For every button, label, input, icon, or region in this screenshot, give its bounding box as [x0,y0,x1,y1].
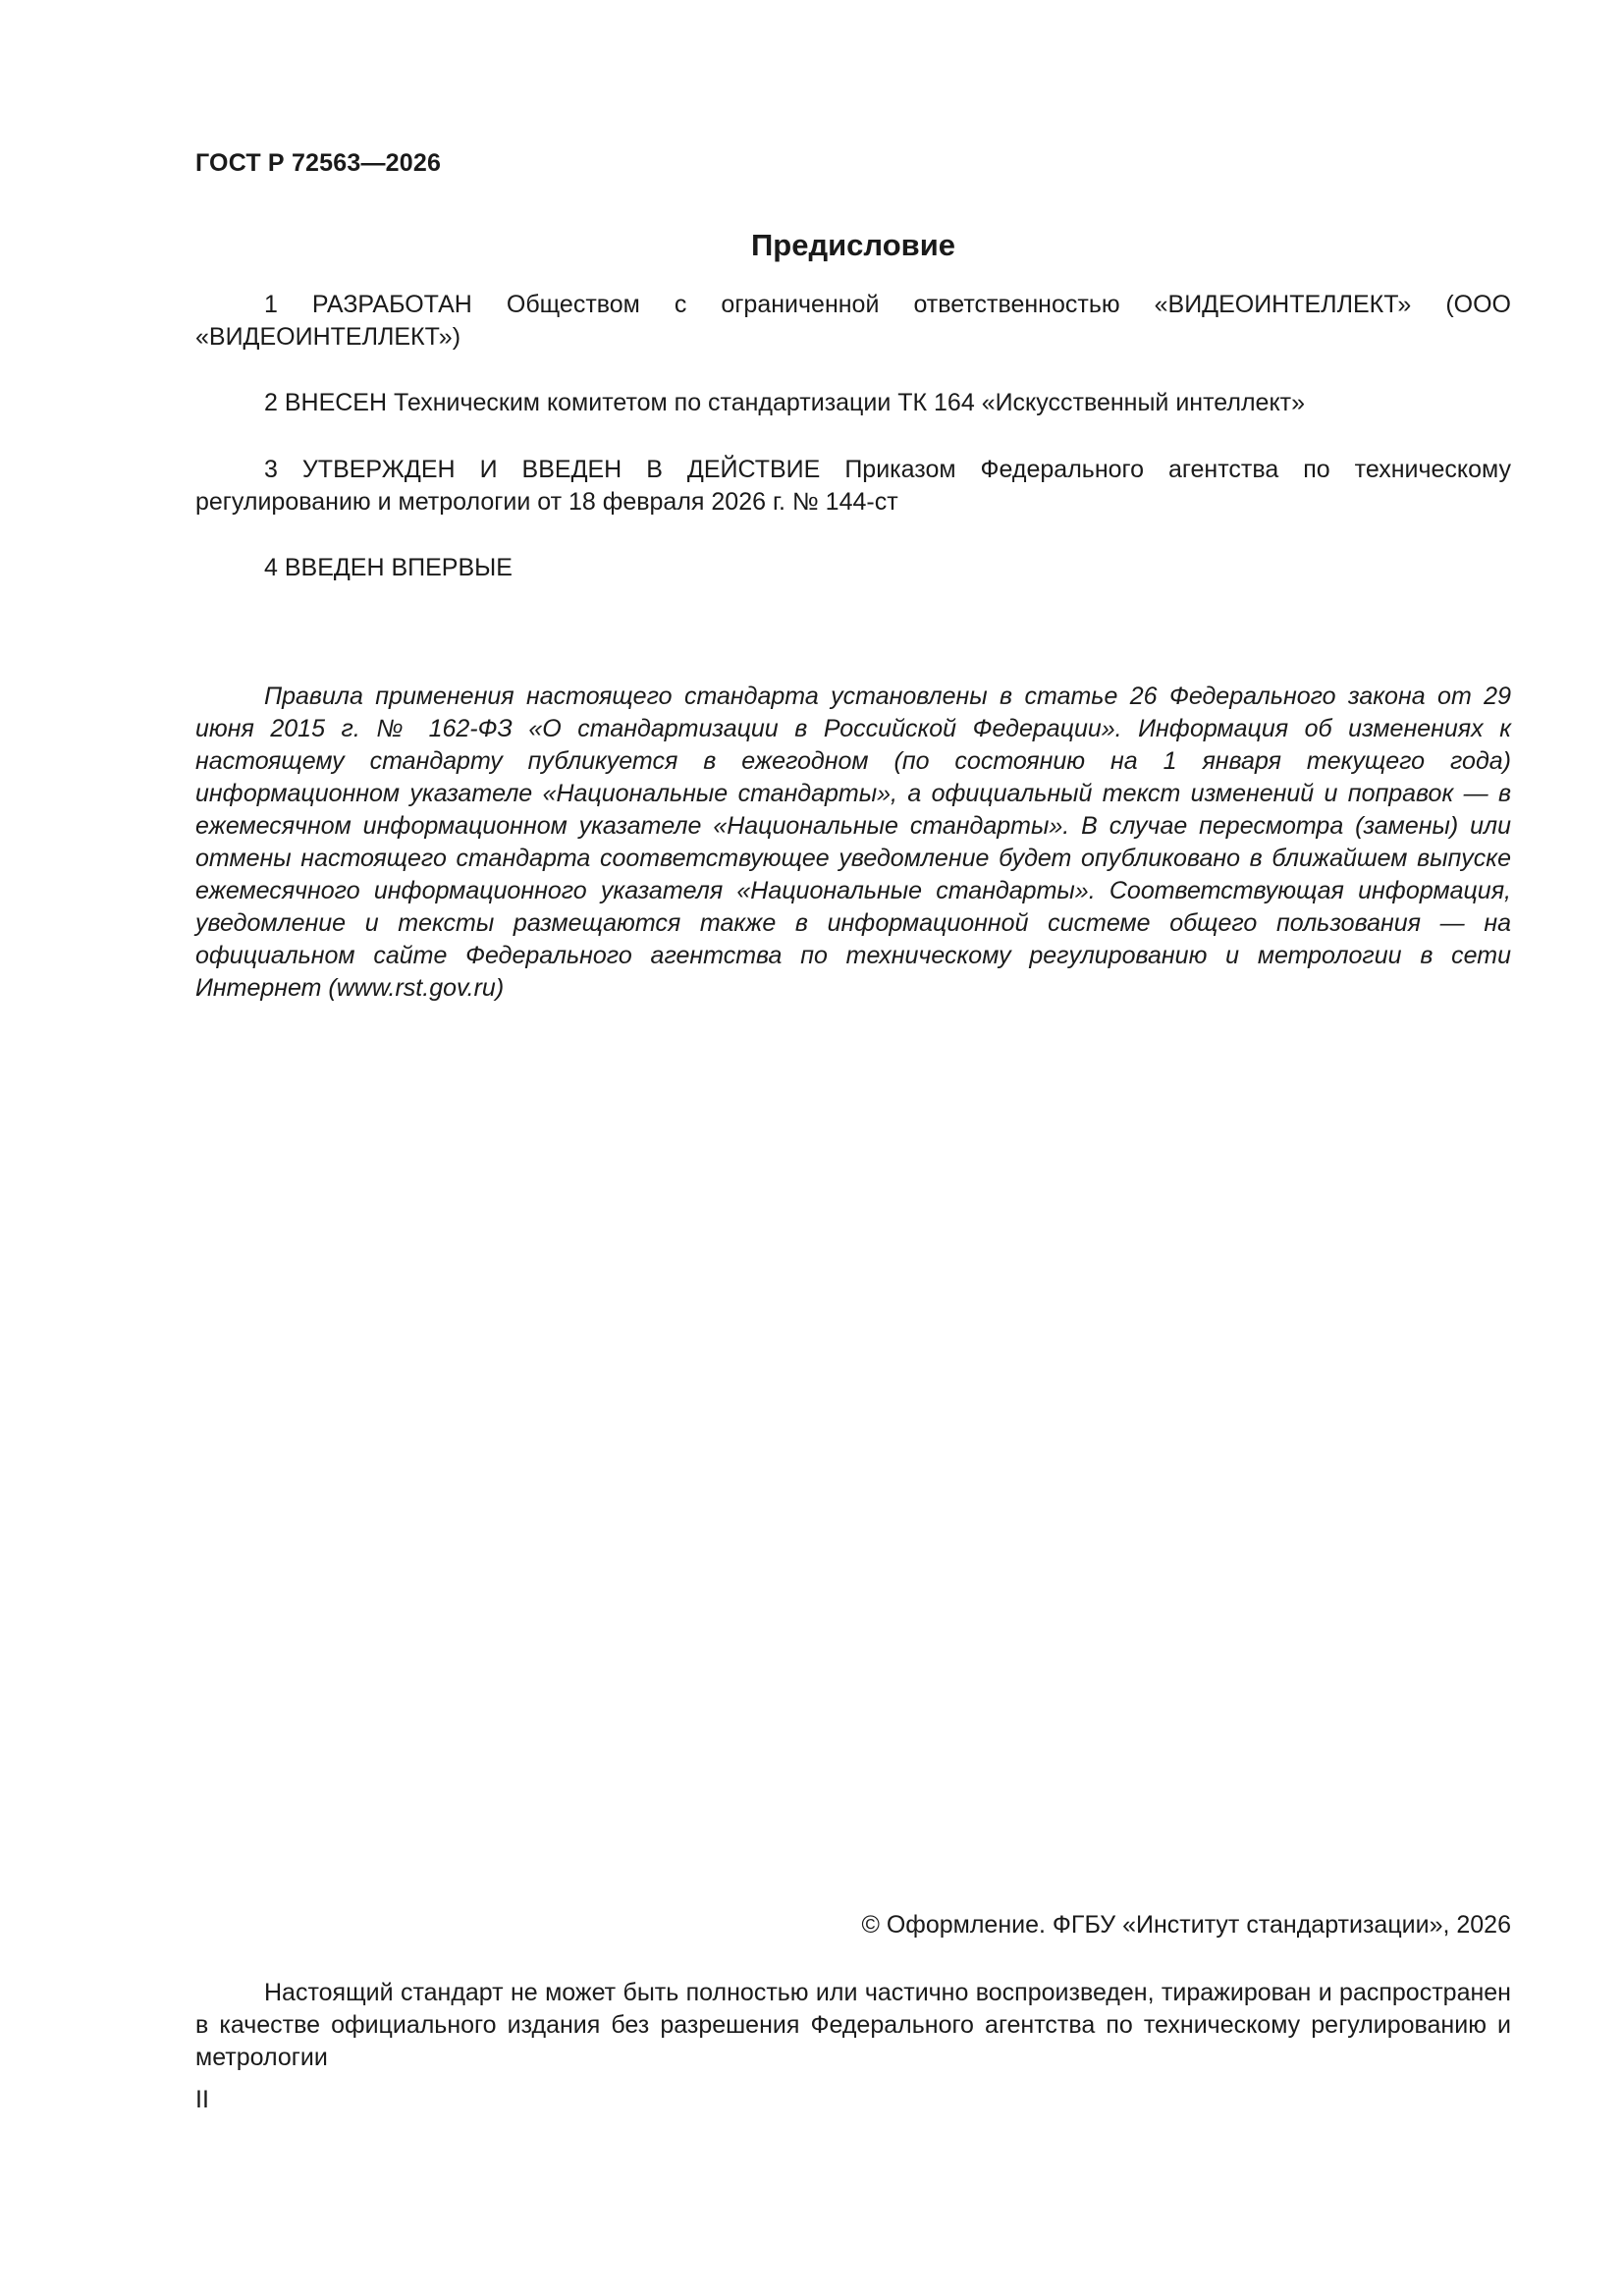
foreword-item-introduced [195,552,1511,584]
foreword-item-approved [195,454,1511,519]
reproduction-notice-block [195,1977,1511,2074]
foreword-item-text: 1 РАЗРАБОТАН Обществом с ограниченной ответственностью «ВИДЕОИНТЕЛЛЕКТ» (ООО «ВИДЕОИНТЕЛЛЕКТ») [195,291,1511,351]
foreword-item-text: 2 ВНЕСЕН Техническим комитетом по стандартизации ТК 164 «Искусственный интеллект» [264,389,1306,416]
reproduction-notice-text: Настоящий стандарт не может быть полностью или частично воспроизведен, тиражирован и распространен в качестве официального издания без разрешения Федерального агентства по техническому регулированию и метрологии [195,1979,1511,2071]
rules-notice-block [195,681,1511,1005]
foreword-item-text: 4 ВВЕДЕН ВПЕРВЫЕ [264,554,513,581]
foreword-item-text: 3 УТВЕРЖДЕН И ВВЕДЕН В ДЕЙСТВИЕ Приказом Федерального агентства по техническому регулированию и метрологии от 18 февраля 2026 г. № 144-ст [195,456,1511,516]
foreword-item-submitted [195,387,1511,419]
page-number: II [195,2086,209,2113]
foreword-item-developed [195,289,1511,354]
standard-code: ГОСТ Р 72563—2026 [195,149,442,177]
rules-notice-text: Правила применения настоящего стандарта установлены в статье 26 Федерального закона от 29 июня 2015 г. № 162-ФЗ «О стандартизации в Российской Федерации». Информация об изменениях к настоящему стандарту публикуется в ежегодном (по состоянию на 1 января текущего года) информационном указателе «Национальные стандарты», а официальный текст изменений и поправок — в ежемесячном информационном указателе «Национальные стандарты». В случае пересмотра (замены) или отмены настоящего стандарта соответствующее уведомление будет опубликовано в ближайшем выпуске ежемесячного информационного указателя «Национальные стандарты». Соответствующая информация, уведомление и тексты размещаются также в информационной системе общего пользования — на официальном сайте Федерального агентства по техническому регулированию и метрологии в сети Интернет (www.rst.gov.ru) [195,683,1511,1002]
copyright-line: © Оформление. ФГБУ «Институт стандартизации», 2026 [861,1911,1511,1939]
page-title: Предисловие [750,228,955,262]
